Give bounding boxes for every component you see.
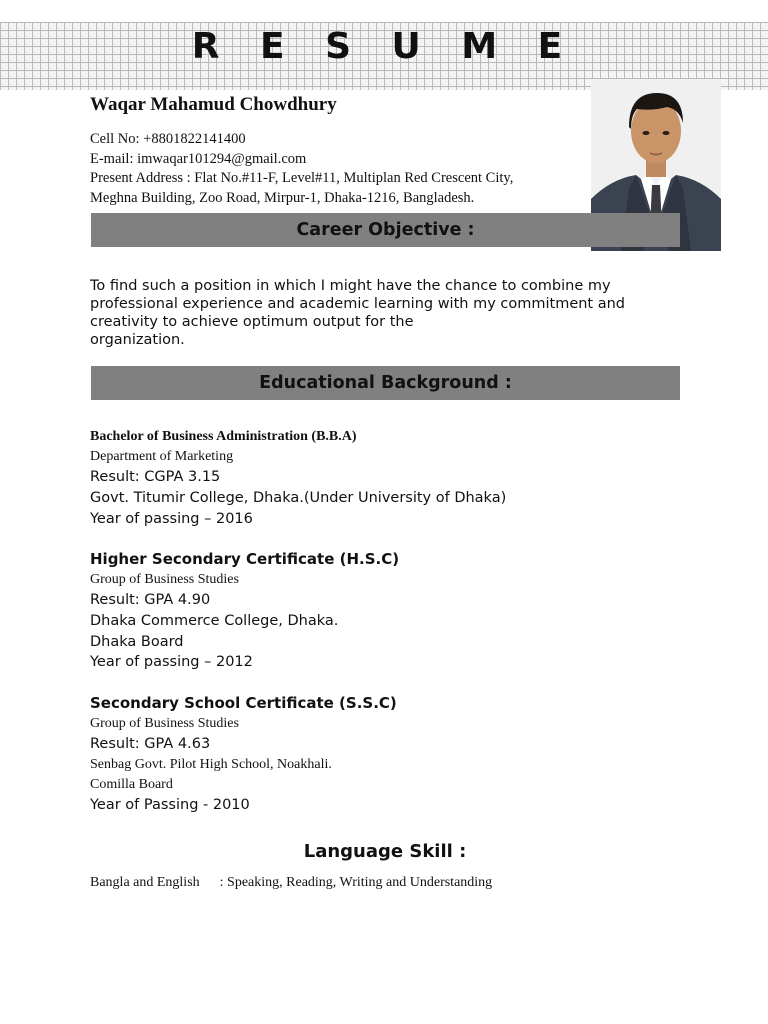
career-objective-line: creativity to achieve optimum output for the xyxy=(90,314,414,330)
bba-result: Result: CGPA 3.15 xyxy=(90,469,221,485)
career-objective-text xyxy=(90,277,660,349)
career-objective-line: organization. xyxy=(90,332,185,348)
ssc-school: Senbag Govt. Pilot High School, Noakhali. xyxy=(90,756,332,772)
ssc-board: Comilla Board xyxy=(90,776,173,792)
bba-department: Department of Marketing xyxy=(90,449,234,464)
bba-title: Bachelor of Business Administration (B.B.A) xyxy=(90,429,357,444)
hsc-title: Higher Secondary Certificate (H.S.C) xyxy=(90,550,400,568)
hsc-result: Result: GPA 4.90 xyxy=(90,592,211,608)
language-skill-heading: Language Skill : xyxy=(303,841,467,862)
bba-college: Govt. Titumir College, Dhaka.(Under University of Dhaka) xyxy=(90,489,507,506)
bba-section xyxy=(90,427,506,529)
hsc-board: Dhaka Board xyxy=(90,633,184,650)
hsc-college: Dhaka Commerce College, Dhaka. xyxy=(90,612,339,629)
cell-number: Cell No: +8801822141400 xyxy=(90,131,246,147)
hsc-year: Year of passing – 2012 xyxy=(90,654,253,671)
languages-known: Bangla and English xyxy=(90,875,200,890)
ssc-section xyxy=(90,692,397,816)
ssc-group: Group of Business Studies xyxy=(90,716,239,731)
address-line-1: Present Address : Flat No.#11-F, Level#11, Multiplan Red Crescent City, xyxy=(90,170,514,186)
address-line-2: Meghna Building, Zoo Road, Mirpur-1, Dhaka-1216, Bangladesh. xyxy=(90,189,475,206)
ssc-result: Result: GPA 4.63 xyxy=(90,736,211,752)
candidate-name: Waqar Mahamud Chowdhury xyxy=(90,94,337,115)
career-objective-heading: Career Objective : xyxy=(91,213,680,247)
educational-background-heading: Educational Background : xyxy=(91,366,680,400)
ssc-year: Year of Passing - 2010 xyxy=(90,796,250,813)
resume-title: R E S U M E xyxy=(191,26,577,67)
career-objective-line: To find such a position in which I might have the chance to combine my xyxy=(90,278,611,294)
ssc-title: Secondary School Certificate (S.S.C) xyxy=(90,694,397,712)
career-objective-line: professional experience and academic learning with my commitment and xyxy=(90,296,625,312)
bba-year: Year of passing – 2016 xyxy=(90,510,253,527)
hsc-group: Group of Business Studies xyxy=(90,572,239,587)
contact-block xyxy=(90,130,513,208)
language-abilities: : Speaking, Reading, Writing and Understanding xyxy=(219,875,493,890)
hsc-section xyxy=(90,548,399,673)
language-skill-line xyxy=(90,875,492,891)
email-address: E-mail: imwaqar101294@gmail.com xyxy=(90,150,307,167)
